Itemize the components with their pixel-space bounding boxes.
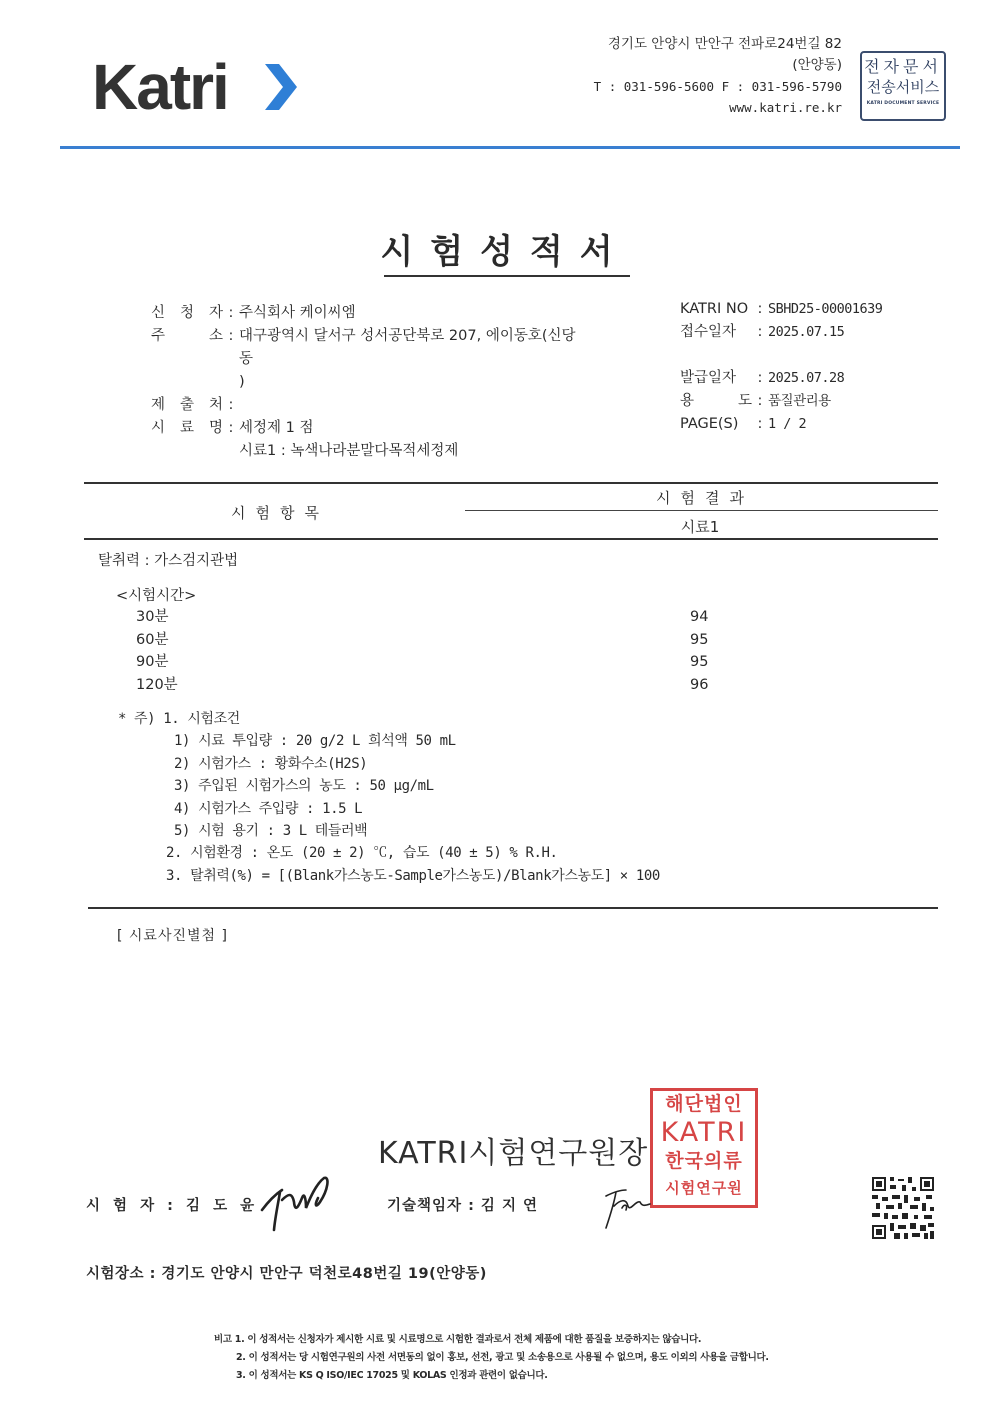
table-cell-value: 94 [690,609,709,625]
phone-fax: T : 031-596-5600 F : 031-596-5790 [593,79,842,94]
column-header-test-item: 시험항목 [231,504,329,522]
applicant-info [151,302,671,463]
table-cell-value: 95 [690,632,709,648]
result-sub-rule [465,510,938,511]
test-environment: 2. 시험환경 : 온도 (20 ± 2) ℃, 습도 (40 ± 5) % R.H. [166,845,558,862]
pages-label: PAGE(S) [680,416,739,432]
page-title: 시험성적서 [380,232,630,272]
condition-item: 4) 시험가스 주입량 : 1.5 L [174,800,363,817]
info-row-sample-name: 시 료 명 : 세정제 1 점 시료1 : 녹색나라분말다목적세정제 [151,417,671,463]
info-row-address: 주 소 : 대구광역시 달서구 성서공단북로 207, 에이동호(신당 동 ) [151,325,671,394]
table-row-time: 60분 [136,632,169,648]
applicant-value: 주식회사 케이씨엠 [239,305,356,321]
issued-value: 2025.07.28 [768,370,845,386]
condition-item: 3) 주입된 시험가스의 농도 : 50 μg/mL [174,778,434,795]
katri-logo: Katri [92,51,228,123]
spacer [680,344,940,367]
table-row-time: 30분 [136,609,169,625]
official-seal [650,1088,758,1208]
sample-name-value: 세정제 1 점 시료1 : 녹색나라분말다목적세정제 [239,420,459,459]
table-row-time: 90분 [136,654,169,670]
technical-lead-name: 기술책임자 : 김 지 연 [387,1198,539,1214]
remark-item: 비고 1. 이 성적서는 신청자가 제시한 시료 및 시료명으로 시험한 결과로서 전체 제품에 대한 품질을 보증하지는 않습니다. [214,1334,702,1345]
condition-item: 1) 시료 투입량 : 20 g/2 L 희석액 50 mL [174,733,456,750]
test-notes [118,708,660,887]
notes-heading: * 주) 1. 시험조건 [118,711,240,727]
header-divider [60,146,960,149]
submit-to-value [239,394,671,417]
info-row-pages: PAGE(S) : 1 / 2 [680,413,940,436]
pages-value: 1 / 2 [768,416,807,432]
info-row-issued: 발급일자 : 2025.07.28 [680,367,940,390]
address-line-2: (안양동) [792,57,842,73]
test-location: 시험장소 : 경기도 안양시 만안구 덕천로48번길 19(안양동) [86,1266,487,1282]
info-row-received: 접수일자 : 2025.07.15 [680,321,940,344]
katri-no-value: SBHD25-00001639 [768,301,883,317]
issued-label: 발급일자 [680,370,737,386]
info-label: 신 청 자 [151,305,223,321]
table-cell-value: 95 [690,654,709,670]
info-label: 시 료 명 [151,420,223,436]
title-underline [384,275,630,277]
purpose-value: 품질관리용 [768,393,831,409]
info-row-katri-no: KATRI NO : SBHD25-00001639 [680,298,940,321]
chevron-right-icon [263,62,299,112]
condition-item: 5) 시험 용기 : 3 L 테들러백 [174,823,368,840]
remarks [214,1331,769,1385]
report-info [680,298,940,436]
info-row-purpose: 용 도 : 품질관리용 [680,390,940,413]
purpose-label: 용 도 [680,393,752,409]
seal-row: 해단법인 [665,1093,743,1115]
tester-signature-icon [258,1172,348,1232]
table-top-rule [84,482,938,484]
info-row-applicant: 신 청 자 : 주식회사 케이씨엠 [151,302,671,325]
institute-director: KATRI시험연구원장 [378,1136,649,1171]
qr-code-icon[interactable] [870,1172,936,1244]
katri-no-label: KATRI NO [680,301,749,317]
column-header-sample1: 시료1 [680,518,720,536]
info-label: 제 출 처 [151,397,223,413]
test-method: 탈취력 : 가스검지관법 [98,553,239,569]
header-address [594,34,842,118]
notes-bottom-rule [88,907,938,909]
test-time-header: <시험시간> [116,588,197,604]
document-service-stamp [860,51,946,121]
address-line-1: 경기도 안양시 만안구 전파로24번길 82 [607,36,842,52]
tester-name: 시 험 자 : 김 도 윤 [86,1198,259,1214]
sample-photo-attachment: [ 시료사진별첨 ] [117,928,228,944]
seal-row: 한국의류 [665,1150,743,1172]
stamp-line-1: 전자문서 [864,57,942,76]
info-label: 주 소 [151,328,223,344]
remark-item: 2. 이 성적서는 당 시험연구원의 사전 서면동의 없이 홍보, 선전, 광고 및 소송용으로 사용될 수 없으며, 용도 이외의 사용을 금합니다. [236,1352,769,1363]
seal-row: 시험연구원 [665,1179,743,1197]
stamp-line-3: KATRI DOCUMENT SERVICE [866,101,940,106]
table-cell-value: 96 [690,677,709,693]
deodorization-formula: 3. 탈취력(%) = [(Blank가스농도-Sample가스농도)/Blank가스농도] × 100 [166,867,660,884]
received-value: 2025.07.15 [768,324,845,340]
column-header-test-result: 시험결과 [656,489,754,507]
info-row-submit-to: 제 출 처 : [151,394,671,417]
technical-lead-signature-icon [600,1182,652,1232]
stamp-line-2: 전송서비스 [866,78,940,96]
table-header-bottom-rule [84,538,938,540]
condition-item: 2) 시험가스 : 황화수소(H2S) [174,755,368,772]
address-value: 대구광역시 달서구 성서공단북로 207, 에이동호(신당 동 ) [239,328,576,390]
received-label: 접수일자 [680,324,737,340]
website-link[interactable]: www.katri.re.kr [729,100,842,115]
table-row-time: 120분 [136,677,178,693]
seal-row: KATRI [660,1117,748,1148]
remark-item: 3. 이 성적서는 KS Q ISO/IEC 17025 및 KOLAS 인정과 관련이 없습니다. [236,1370,548,1381]
